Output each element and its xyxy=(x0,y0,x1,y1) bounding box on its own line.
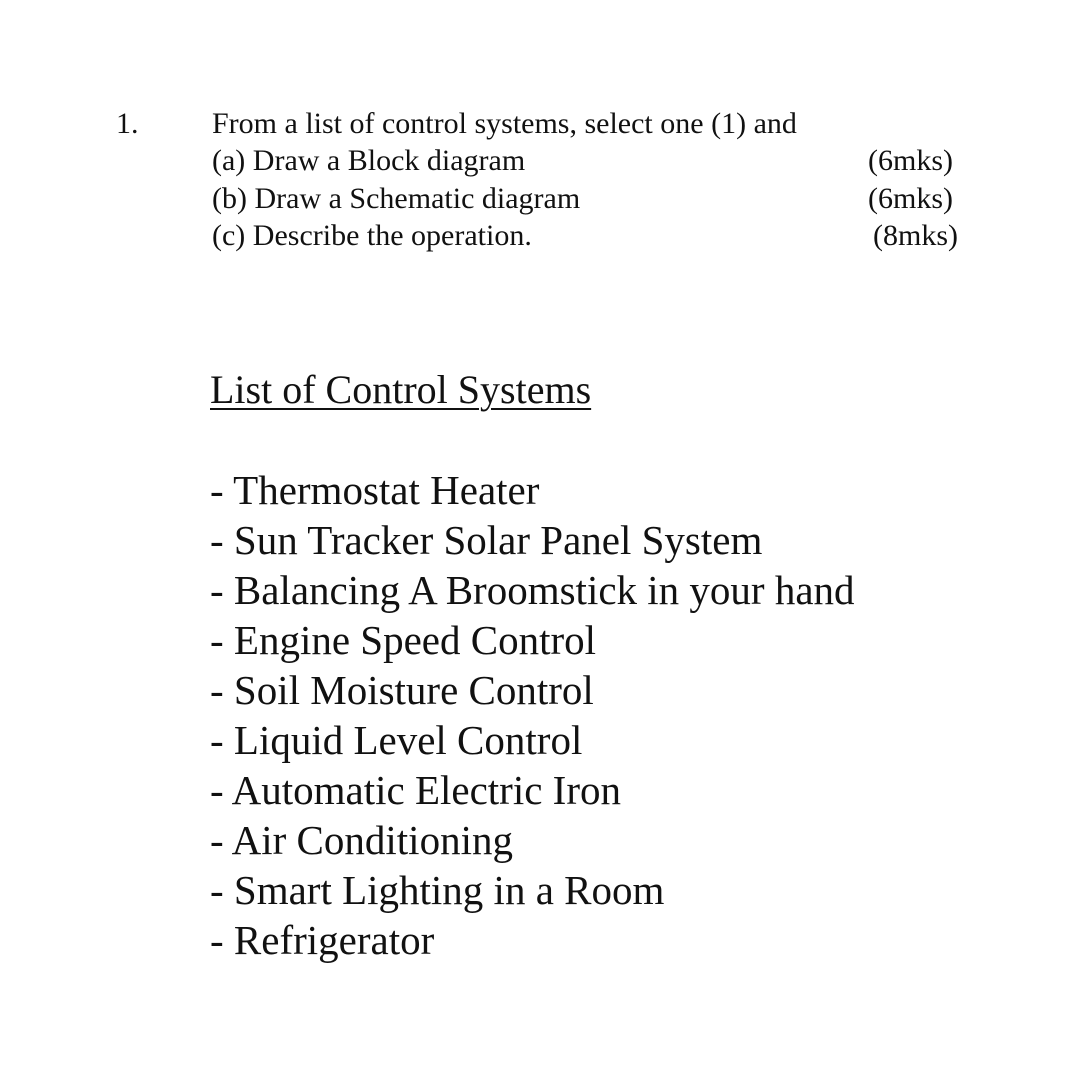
part-marks: (6mks) xyxy=(868,144,953,177)
list-item: - Refrigerator xyxy=(210,917,435,963)
list-item: - Smart Lighting in a Room xyxy=(210,867,665,913)
question-part-a xyxy=(212,142,972,180)
question-number: 1. xyxy=(116,107,139,140)
list-item: - Engine Speed Control xyxy=(210,617,597,663)
part-marks: (8mks) xyxy=(873,219,958,252)
list-item: - Balancing A Broomstick in your hand xyxy=(210,567,855,613)
question-block xyxy=(212,106,972,255)
list-item: - Soil Moisture Control xyxy=(210,667,594,713)
control-systems-list xyxy=(210,465,855,965)
question-intro: From a list of control systems, select one (1) and xyxy=(212,107,797,140)
part-text: (c) Describe the operation. xyxy=(212,219,532,252)
part-marks: (6mks) xyxy=(868,181,953,215)
list-heading: List of Control Systems xyxy=(210,367,592,412)
list-item: - Sun Tracker Solar Panel System xyxy=(210,517,763,563)
question-part-c xyxy=(212,217,972,255)
list-item: - Thermostat Heater xyxy=(210,467,540,513)
part-text: (a) Draw a Block diagram xyxy=(212,144,526,177)
question-part-b xyxy=(212,180,972,218)
list-item: - Air Conditioning xyxy=(210,817,513,863)
list-item: - Liquid Level Control xyxy=(210,717,583,763)
list-item: - Automatic Electric Iron xyxy=(210,767,621,813)
part-text: (b) Draw a Schematic diagram xyxy=(212,181,581,215)
